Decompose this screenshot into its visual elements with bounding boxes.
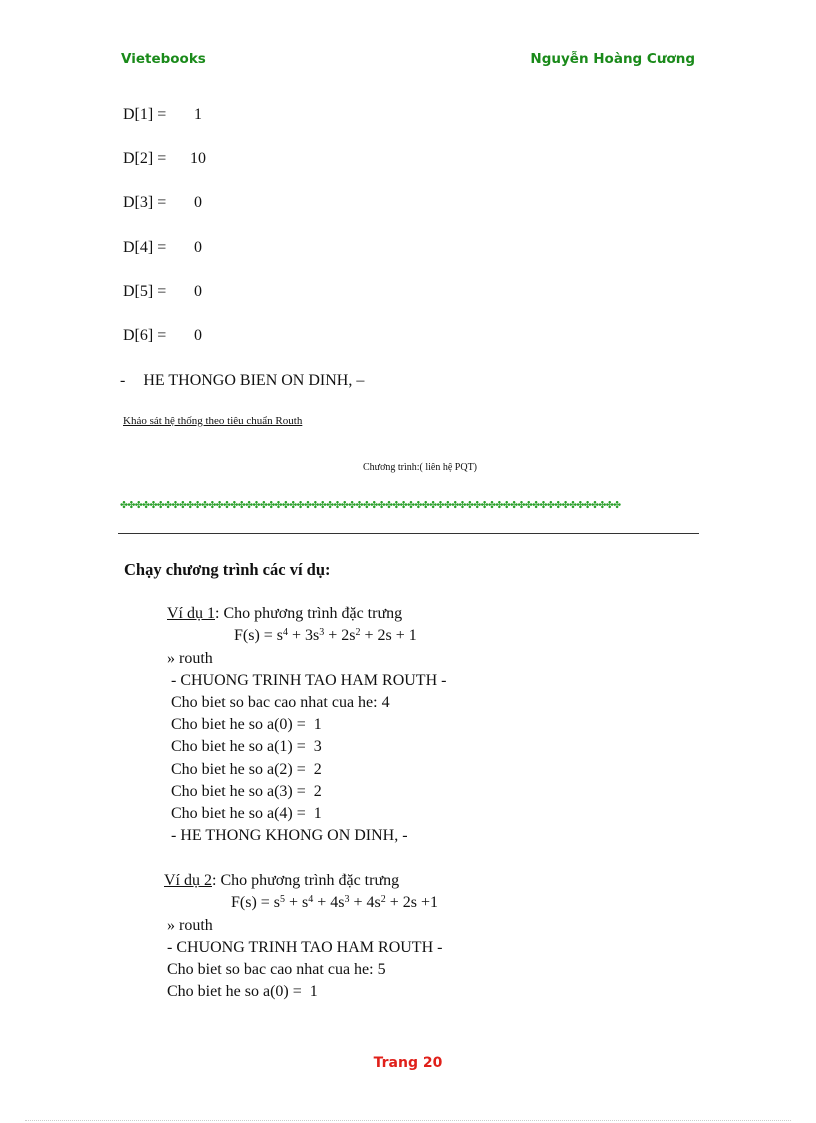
output-line: » routh	[167, 650, 213, 667]
d-value: 10	[190, 150, 206, 168]
output-line: Cho biet he so a(4) = 1	[167, 804, 322, 822]
d-value: 1	[194, 106, 202, 123]
header-right: Nguyễn Hoàng Cương	[530, 51, 695, 67]
d-label: D[2] =	[123, 150, 167, 168]
example2-heading	[164, 872, 399, 890]
d-value-row	[123, 238, 202, 257]
d-value-row	[123, 327, 202, 345]
example1-heading	[167, 605, 402, 623]
d-value-row	[123, 194, 202, 212]
d-value-row	[123, 150, 206, 168]
page-edge	[25, 1120, 791, 1121]
dash: -	[120, 372, 126, 389]
example1-intro: : Cho phương trình đặc trưng	[215, 605, 403, 622]
d-label: D[6] =	[123, 327, 167, 344]
program-note: Chương trình:( liên hệ PQT)	[362, 462, 478, 473]
d-label: D[5] =	[123, 282, 167, 300]
output-line: Cho biet he so a(0) = 1	[167, 983, 318, 1001]
result-line	[120, 372, 364, 390]
example2-equation: $F(s) = s^5 + s^4 + 4s^3 + 4s^2 + 2s +1$	[231, 894, 439, 911]
d-value: 0	[194, 194, 202, 212]
divider	[118, 533, 699, 534]
section-link[interactable]: Khảo sát hệ thống theo tiêu chuẩn Routh	[123, 415, 303, 427]
output-line: Cho biet he so a(2) = 2	[167, 760, 322, 778]
ornament-row: ✤✤✤✤✤✤✤✤✤✤✤✤✤✤✤✤✤✤✤✤✤✤✤✤✤✤✤✤✤✤✤✤✤✤✤✤✤✤✤✤✤✤✤✤✤✤✤✤✤✤✤✤✤✤✤✤✤✤✤✤✤✤✤✤✤✤✤✤	[120, 501, 621, 511]
d-value: 0	[194, 282, 202, 300]
d-label: D[4] =	[123, 238, 167, 256]
output-line: » routh	[167, 917, 213, 934]
section-title: Chạy chương trình các ví dụ:	[124, 560, 331, 579]
output-line: Cho biet so bac cao nhat cua he: 4	[167, 694, 390, 712]
example1-label: Ví dụ 1	[167, 605, 215, 622]
example1-equation: $F(s) = s^4 + 3s^3 + 2s^2 + 2s + 1$	[234, 627, 417, 644]
output-line: Cho biet so bac cao nhat cua he: 5	[167, 961, 386, 979]
d-label: D[1] =	[123, 106, 167, 123]
output-line: Cho biet he so a(1) = 3	[167, 738, 322, 756]
d-value: 0	[194, 327, 202, 344]
d-value-row	[123, 106, 202, 124]
example2-label: Ví dụ 2	[164, 872, 212, 889]
example2-intro: : Cho phương trình đặc trưng	[212, 872, 400, 889]
header-left: Vietebooks	[121, 51, 206, 67]
output-line: Cho biet he so a(0) = 1	[167, 716, 322, 734]
d-value: 0	[194, 238, 202, 256]
output-line: - HE THONG KHONG ON DINH, -	[167, 826, 408, 844]
page-number: Trang 20	[373, 1055, 443, 1071]
d-label: D[3] =	[123, 194, 167, 212]
output-line: - CHUONG TRINH TAO HAM ROUTH -	[167, 939, 443, 957]
d-value-row	[123, 282, 202, 301]
result-text: HE THONGO BIEN ON DINH, –	[143, 372, 365, 389]
output-line: Cho biet he so a(3) = 2	[167, 782, 322, 800]
output-line: - CHUONG TRINH TAO HAM ROUTH -	[167, 672, 447, 690]
